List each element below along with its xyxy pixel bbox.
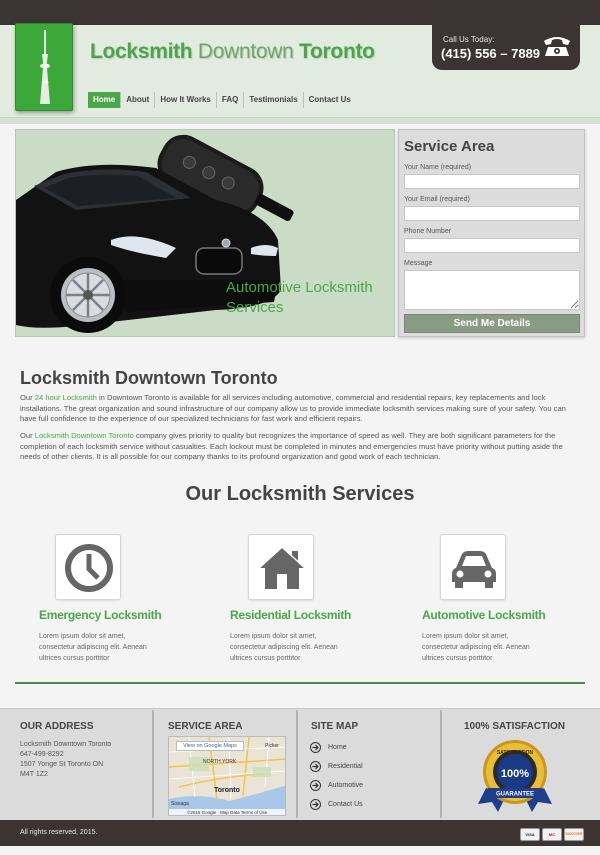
service-title: Residential Locksmith: [230, 608, 352, 622]
arrow-right-icon: [310, 780, 321, 791]
address-line: 1507 Yonge St Toronto ON: [20, 761, 104, 768]
content-divider: [15, 682, 585, 684]
view-google-maps-button[interactable]: View on Google Maps: [176, 741, 244, 751]
address-line: M4T 1Z2: [20, 771, 48, 778]
hero-caption-line2: Services: [226, 299, 284, 316]
footer-separator: [296, 710, 298, 818]
arrow-right-icon: [310, 742, 321, 753]
sitemap-link-automotive[interactable]: [310, 779, 363, 791]
services-title: Our Locksmith Services: [185, 483, 415, 505]
address-title: OUR ADDRESS: [20, 721, 94, 732]
footer-separator: [152, 710, 154, 818]
p1-link[interactable]: 24 hour Locksmith: [34, 393, 97, 402]
badge-top-text: SATISFACTION: [496, 750, 534, 756]
p1-pre: Our: [20, 393, 35, 402]
hero-banner: [15, 129, 395, 337]
house-icon: [248, 534, 314, 600]
arrow-right-icon: [310, 761, 321, 772]
sitemap-link-contact-us[interactable]: [310, 798, 363, 810]
nav-how-it-works[interactable]: How It Works: [155, 92, 217, 108]
mastercard-icon: MC: [542, 828, 562, 841]
phone-label: Phone Number: [404, 228, 452, 235]
send-details-button[interactable]: Send Me Details: [404, 314, 580, 333]
intro-paragraph-2: [20, 431, 582, 463]
site-logo[interactable]: [15, 23, 73, 111]
nav-contact-us[interactable]: Contact Us: [308, 95, 351, 104]
phone-field[interactable]: [404, 238, 580, 253]
nav-about[interactable]: About: [121, 92, 155, 108]
main-nav: [88, 92, 356, 108]
intro-title: Locksmith Downtown Toronto: [20, 368, 278, 388]
visa-card-icon: VISA: [520, 828, 540, 841]
address-line: Locksmith Downtown Toronto: [20, 741, 112, 748]
map-label: Sissaga: [171, 801, 189, 807]
sitemap-label: Home: [328, 743, 347, 751]
badge-bottom-text: GUARANTEE: [495, 791, 535, 798]
service-text: Lorem ipsum dolor sit amet, consectetur adipiscing elit. Aenean ultrices cursus porttitor: [230, 633, 338, 662]
hero-caption: [226, 278, 395, 318]
intro-paragraph-1: [20, 393, 582, 425]
top-bar: [0, 0, 600, 25]
service-area-footer-title: SERVICE AREA: [168, 721, 243, 732]
service-text: Lorem ipsum dolor sit amet, consectetur adipiscing elit. Aenean ultrices cursus porttitor: [422, 633, 530, 662]
p2-pre: Our: [20, 431, 35, 440]
service-area-title: Service Area: [404, 138, 495, 155]
map-copyright: ©2015 Google · Map Data Terms of Use: [169, 809, 286, 816]
telephone-icon: [542, 34, 572, 58]
map-label: Picker: [265, 743, 279, 749]
satisfaction-title: 100% SATISFACTION: [464, 721, 565, 732]
badge-percent-text: 100%: [500, 768, 530, 780]
hero-caption-line1: Automotive Locksmith: [226, 279, 373, 296]
p2-post: company gives priority to quality but recognizes the importance of speed as well. They are both significant parameters for the completion of each locksmith service without casualties. Each lockout must be completed in minutes and emergencies must have priority without putting aside the needs of other clients. It is all possible for our company thanks to its profound organization and good work of each technician.: [20, 431, 563, 462]
service-title: Automotive Locksmith: [422, 608, 546, 622]
address-phone[interactable]: 647-499-8292: [20, 751, 64, 758]
sitemap-link-residential[interactable]: [310, 760, 363, 772]
site-title-part3: Toronto: [293, 40, 375, 63]
map-city-label: Toronto: [214, 787, 240, 794]
site-title[interactable]: [90, 40, 375, 64]
satisfaction-guarantee-badge: [478, 738, 552, 814]
nav-faq[interactable]: FAQ: [217, 92, 244, 108]
site-title-part2: Downtown: [197, 40, 294, 63]
name-field[interactable]: [404, 174, 580, 189]
message-label: Message: [404, 260, 433, 267]
service-area-map[interactable]: [168, 736, 286, 816]
service-area-form: [398, 129, 585, 337]
phone-number[interactable]: (415) 556 – 7889: [441, 46, 541, 61]
footer-separator: [440, 710, 442, 818]
site-title-part1: Locksmith: [90, 40, 198, 63]
sitemap-label: Residential: [328, 762, 363, 770]
call-box: [432, 25, 580, 70]
service-title: Emergency Locksmith: [39, 608, 162, 622]
clock-icon: [55, 534, 121, 600]
sitemap-label: Contact Us: [328, 800, 363, 808]
discover-card-icon: DISCOVER: [564, 828, 584, 841]
p2-link[interactable]: Locksmith Downtown Toronto: [34, 431, 134, 440]
message-field[interactable]: [404, 270, 580, 310]
email-label: Your Email (required): [404, 196, 470, 203]
p1-post: in Downtown Toronto is available for all services including automotive, commercial and residential repairs, key replacements and lock installations. The great organization and sound infrastructure of our company allow us to provide immediate locksmith services making sure of your safety. You can have full confidence to the experience of our specialized technicians for fast work and efficient repairs.: [20, 393, 566, 424]
map-label: NORTH YORK: [203, 759, 237, 765]
arrow-right-icon: [310, 799, 321, 810]
email-field[interactable]: [404, 206, 580, 221]
sitemap-link-home[interactable]: [310, 741, 347, 753]
nav-testimonials[interactable]: Testimonials: [244, 92, 303, 108]
service-text: Lorem ipsum dolor sit amet, consectetur adipiscing elit. Aenean ultrices cursus porttitor: [39, 633, 147, 662]
cn-tower-icon: [33, 30, 57, 106]
header-underband: [0, 118, 600, 124]
call-label: Call Us Today:: [443, 35, 495, 44]
copyright-text: All rights reserved, 2015.: [20, 829, 98, 836]
sitemap-title: SITE MAP: [311, 721, 359, 732]
car-icon: [440, 534, 506, 600]
name-label: Your Name (required): [404, 164, 472, 171]
nav-home[interactable]: Home: [88, 92, 121, 108]
sitemap-label: Automotive: [328, 781, 364, 789]
